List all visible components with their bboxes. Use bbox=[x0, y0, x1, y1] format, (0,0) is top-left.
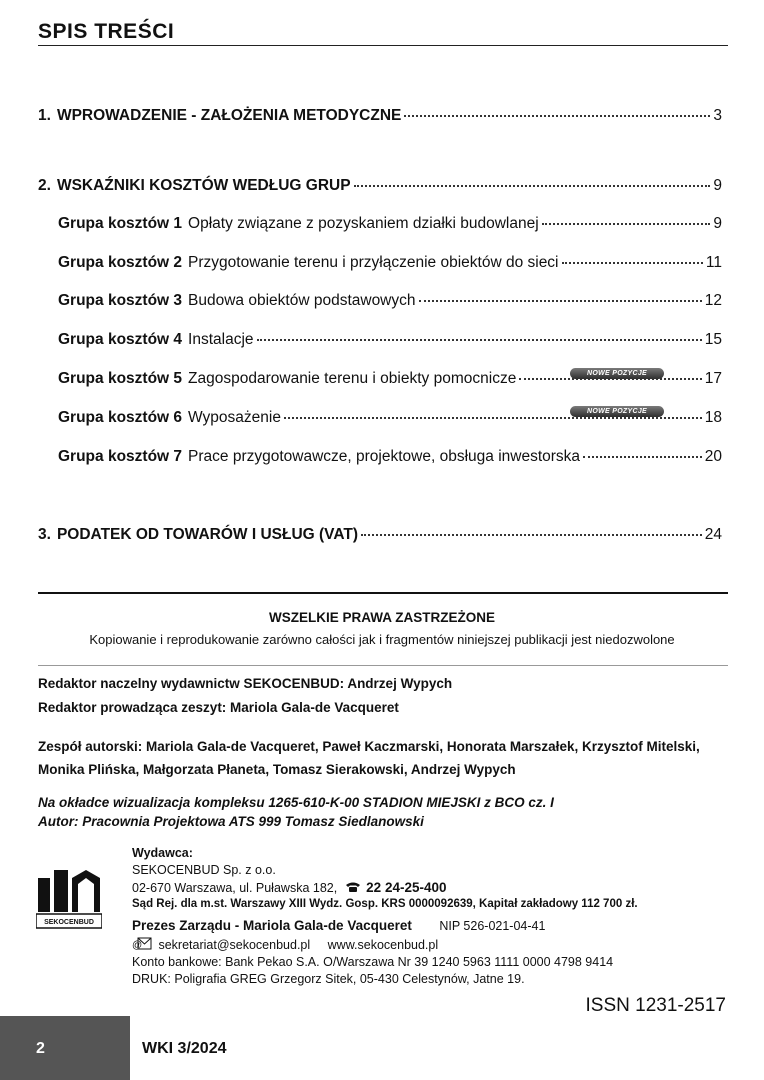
printer-info: DRUK: Poligrafia GREG Grzegorz Sitek, 05-430 Celestynów, Jatne 19. bbox=[132, 972, 525, 986]
section-divider bbox=[38, 592, 728, 594]
issn: ISSN 1231-2517 bbox=[585, 995, 726, 1016]
group-title: Opłaty związane z pozyskaniem działki budowlanej bbox=[188, 215, 539, 232]
toc-leader bbox=[354, 185, 711, 187]
group-title: Instalacje bbox=[188, 331, 254, 348]
toc-page: 9 bbox=[713, 215, 722, 232]
toc-page: 11 bbox=[705, 254, 722, 271]
title-divider bbox=[38, 45, 728, 46]
toc-group-7[interactable] bbox=[58, 448, 722, 466]
group-label: Grupa kosztów 2 bbox=[58, 254, 183, 271]
publisher-name: SEKOCENBUD Sp. z o.o. bbox=[132, 863, 276, 877]
toc-page: 15 bbox=[704, 331, 722, 348]
website-link[interactable]: www.sekocenbud.pl bbox=[327, 938, 439, 952]
group-title: Prace przygotowawcze, projektowe, obsługa inwestorska bbox=[188, 448, 581, 465]
rights-notice: Kopiowanie i reprodukowanie zarówno całości jak i fragmentów niniejszej publikacji jest niedozwolone bbox=[89, 632, 675, 647]
group-title: Przygotowanie terenu i przyłączenie obiektów do sieci bbox=[188, 254, 559, 271]
group-label: Grupa kosztów 6 bbox=[58, 409, 183, 426]
page-number: 2 bbox=[36, 1040, 45, 1057]
group-title: Zagospodarowanie terenu i obiekty pomocnicze bbox=[188, 370, 517, 387]
authors-line-2: Monika Plińska, Małgorzata Płaneta, Tomasz Sierakowski, Andrzej Wypych bbox=[38, 762, 516, 777]
president-line bbox=[132, 918, 545, 933]
logo-text: SEKOCENBUD bbox=[44, 919, 94, 926]
toc-page: 9 bbox=[713, 177, 722, 194]
toc-title: WSKAŹNIKI KOSZTÓW WEDŁUG GRUP bbox=[56, 177, 351, 194]
email-link[interactable]: sekretariat@sekocenbud.pl bbox=[158, 938, 311, 952]
issue-label: WKI 3/2024 bbox=[142, 1040, 227, 1057]
email-icon bbox=[132, 937, 152, 951]
phone-icon bbox=[345, 881, 361, 893]
toc-entry-1[interactable] bbox=[38, 107, 722, 125]
bank-account: Konto bankowe: Bank Pekao S.A. O/Warszawa Nr 39 1240 5963 1111 0000 4798 9414 bbox=[132, 955, 614, 969]
toc-leader bbox=[583, 456, 702, 458]
new-items-badge: NOWE POZYCJE bbox=[570, 406, 664, 417]
toc-group-4[interactable] bbox=[58, 331, 722, 349]
group-label: Grupa kosztów 5 bbox=[58, 370, 183, 387]
toc-leader bbox=[562, 262, 703, 264]
rights-heading: WSZELKIE PRAWA ZASTRZEŻONE bbox=[269, 610, 495, 625]
svg-text:@: @ bbox=[132, 940, 143, 951]
toc-number: 1. bbox=[38, 107, 51, 124]
group-title: Wyposażenie bbox=[188, 409, 281, 426]
page-title: SPIS TREŚCI bbox=[38, 20, 175, 43]
publisher-heading: Wydawca: bbox=[132, 846, 193, 860]
rights-divider bbox=[38, 665, 728, 666]
group-label: Grupa kosztów 7 bbox=[58, 448, 183, 465]
toc-title: WPROWADZENIE - ZAŁOŻENIA METODYCZNE bbox=[56, 107, 402, 124]
sekocenbud-logo bbox=[36, 866, 102, 930]
toc-page: 18 bbox=[704, 409, 722, 426]
toc-page: 3 bbox=[713, 107, 722, 124]
toc-leader bbox=[284, 417, 702, 419]
toc-group-2[interactable] bbox=[58, 254, 722, 272]
authors-line-1: Zespół autorski: Mariola Gala-de Vacqueret, Paweł Kaczmarski, Honorata Marszałek, Krzysztof Mitelski, bbox=[38, 739, 700, 754]
toc-title: PODATEK OD TOWARÓW I USŁUG (VAT) bbox=[56, 526, 359, 543]
court-registration: Sąd Rej. dla m.st. Warszawy XIII Wydz. Gosp. KRS 0000092639, Kapitał zakładowy 112 700 zł. bbox=[132, 898, 638, 910]
editor-chief: Redaktor naczelny wydawnictw SEKOCENBUD: Andrzej Wypych bbox=[38, 676, 453, 691]
toc-page: 24 bbox=[704, 526, 722, 543]
group-label: Grupa kosztów 1 bbox=[58, 215, 183, 232]
nip: NIP 526-021-04-41 bbox=[439, 919, 546, 933]
toc-leader bbox=[542, 223, 711, 225]
toc-leader bbox=[257, 339, 702, 341]
toc-leader bbox=[361, 534, 702, 536]
toc-leader bbox=[419, 300, 702, 302]
toc-entry-2[interactable] bbox=[38, 177, 722, 195]
toc-group-1[interactable] bbox=[58, 215, 722, 233]
toc-page: 12 bbox=[704, 292, 722, 309]
toc-number: 2. bbox=[38, 177, 51, 194]
publisher-address bbox=[132, 880, 447, 895]
new-items-badge: NOWE POZYCJE bbox=[570, 368, 664, 379]
group-label: Grupa kosztów 3 bbox=[58, 292, 183, 309]
address-text: 02-670 Warszawa, ul. Puławska 182, bbox=[132, 881, 338, 895]
footer-page-box bbox=[0, 1016, 130, 1080]
toc-entry-3[interactable] bbox=[38, 526, 722, 544]
cover-info: Na okładce wizualizacja kompleksu 1265-610-K-00 STADION MIEJSKI z BCO cz. I bbox=[38, 795, 554, 810]
editor-issue: Redaktor prowadząca zeszyt: Mariola Gala-de Vacqueret bbox=[38, 700, 399, 715]
toc-leader bbox=[404, 115, 710, 117]
group-title: Budowa obiektów podstawowych bbox=[188, 292, 416, 309]
toc-number: 3. bbox=[38, 526, 51, 543]
phone-number[interactable]: 22 24-25-400 bbox=[366, 880, 447, 895]
toc-page: 20 bbox=[704, 448, 722, 465]
toc-page: 17 bbox=[704, 370, 722, 387]
contact-line bbox=[132, 937, 438, 952]
cover-author: Autor: Pracownia Projektowa ATS 999 Tomasz Siedlanowski bbox=[38, 814, 424, 829]
toc-group-3[interactable] bbox=[58, 292, 722, 310]
group-label: Grupa kosztów 4 bbox=[58, 331, 183, 348]
president: Prezes Zarządu - Mariola Gala-de Vacqueret bbox=[132, 918, 412, 933]
